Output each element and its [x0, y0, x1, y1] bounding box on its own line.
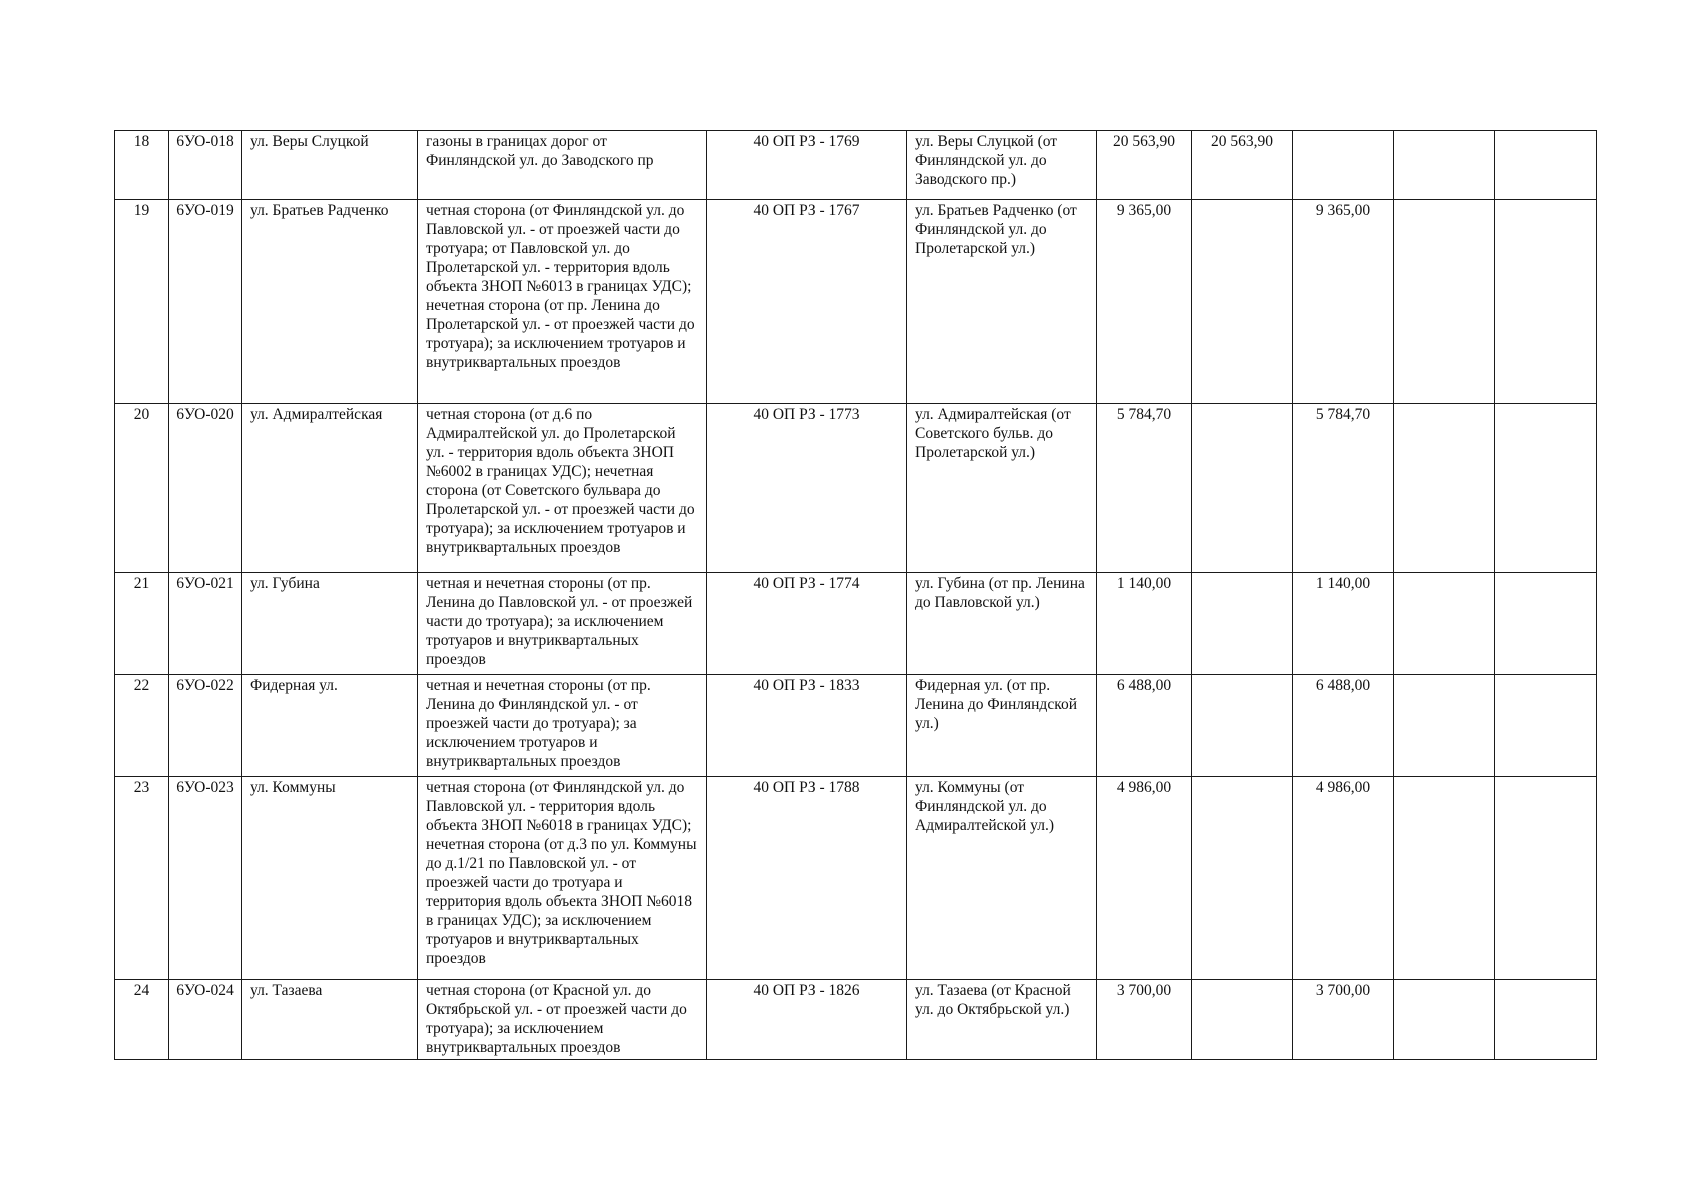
road-section: ул. Коммуны (от Финляндской ул. до Адмиралтейской ул.): [907, 777, 1097, 980]
area-description: четная и нечетная стороны (от пр. Ленина до Павловской ул. - от проезжей части до тротуара); за исключением тротуаров и внутриквартальных проездов: [418, 573, 707, 675]
area-col-5: [1495, 131, 1597, 200]
area-total: 1 140,00: [1097, 573, 1192, 675]
area-col-3: 4 986,00: [1293, 777, 1394, 980]
area-col-2: [1192, 980, 1293, 1060]
registry-number: 40 ОП РЗ - 1774: [707, 573, 907, 675]
area-col-2: [1192, 404, 1293, 573]
area-col-4: [1394, 675, 1495, 777]
area-total: 9 365,00: [1097, 200, 1192, 404]
area-col-4: [1394, 404, 1495, 573]
registry-number: 40 ОП РЗ - 1833: [707, 675, 907, 777]
object-code: 6УО-022: [169, 675, 242, 777]
area-description: четная сторона (от Финляндской ул. до Павловской ул. - территория вдоль объекта ЗНОП №6018 в границах УДС); нечетная сторона (от д.3 по ул. Коммуны до д.1/21 по Павловской ул. - от проезжей части до тротуара и территория вдоль объекта ЗНОП №6018 в границах УДС); за исключением тротуаров и внутриквартальных проездов: [418, 777, 707, 980]
table-row: [115, 404, 1597, 573]
road-section: Фидерная ул. (от пр. Ленина до Финляндской ул.): [907, 675, 1097, 777]
table-row: [115, 777, 1597, 980]
area-total: 4 986,00: [1097, 777, 1192, 980]
road-section: ул. Братьев Радченко (от Финляндской ул. до Пролетарской ул.): [907, 200, 1097, 404]
table-row: [115, 675, 1597, 777]
street-name: ул. Губина: [242, 573, 418, 675]
area-description: четная сторона (от Красной ул. до Октябрьской ул. - от проезжей части до тротуара); за исключением внутриквартальных проездов: [418, 980, 707, 1060]
area-col-5: [1495, 777, 1597, 980]
area-col-2: [1192, 200, 1293, 404]
road-section: ул. Адмиралтейская (от Советского бульв. до Пролетарской ул.): [907, 404, 1097, 573]
street-name: Фидерная ул.: [242, 675, 418, 777]
row-number: 23: [115, 777, 169, 980]
area-col-2: [1192, 777, 1293, 980]
row-number: 19: [115, 200, 169, 404]
area-col-3: 3 700,00: [1293, 980, 1394, 1060]
area-col-4: [1394, 573, 1495, 675]
area-description: четная и нечетная стороны (от пр. Ленина до Финляндской ул. - от проезжей части до тротуара); за исключением тротуаров и внутриквартальных проездов: [418, 675, 707, 777]
area-total: 20 563,90: [1097, 131, 1192, 200]
registry-number: 40 ОП РЗ - 1826: [707, 980, 907, 1060]
document-table: [114, 130, 1597, 1060]
row-number: 24: [115, 980, 169, 1060]
area-col-5: [1495, 200, 1597, 404]
table-row: [115, 980, 1597, 1060]
area-col-3: 5 784,70: [1293, 404, 1394, 573]
area-col-4: [1394, 777, 1495, 980]
row-number: 21: [115, 573, 169, 675]
registry-number: 40 ОП РЗ - 1769: [707, 131, 907, 200]
registry-number: 40 ОП РЗ - 1788: [707, 777, 907, 980]
road-section: ул. Губина (от пр. Ленина до Павловской ул.): [907, 573, 1097, 675]
row-number: 20: [115, 404, 169, 573]
area-col-2: [1192, 573, 1293, 675]
area-description: четная сторона (от Финляндской ул. до Павловской ул. - от проезжей части до тротуара; от Павловской ул. до Пролетарской ул. - территория вдоль объекта ЗНОП №6013 в границах УДС); нечетная сторона (от пр. Ленина до Пролетарской ул. - от проезжей части до тротуара); за исключением тротуаров и внутриквартальных проездов: [418, 200, 707, 404]
area-total: 5 784,70: [1097, 404, 1192, 573]
road-section: ул. Тазаева (от Красной ул. до Октябрьской ул.): [907, 980, 1097, 1060]
street-name: ул. Коммуны: [242, 777, 418, 980]
area-total: 3 700,00: [1097, 980, 1192, 1060]
area-col-3: 6 488,00: [1293, 675, 1394, 777]
area-description: газоны в границах дорог от Финляндской ул. до Заводского пр: [418, 131, 707, 200]
object-code: 6УО-024: [169, 980, 242, 1060]
road-section: ул. Веры Слуцкой (от Финляндской ул. до Заводского пр.): [907, 131, 1097, 200]
registry-number: 40 ОП РЗ - 1767: [707, 200, 907, 404]
object-code: 6УО-020: [169, 404, 242, 573]
area-col-4: [1394, 200, 1495, 404]
area-col-2: [1192, 675, 1293, 777]
area-col-3: 1 140,00: [1293, 573, 1394, 675]
object-code: 6УО-019: [169, 200, 242, 404]
table-row: [115, 131, 1597, 200]
street-name: ул. Веры Слуцкой: [242, 131, 418, 200]
area-col-3: 9 365,00: [1293, 200, 1394, 404]
object-code: 6УО-018: [169, 131, 242, 200]
area-col-4: [1394, 131, 1495, 200]
area-description: четная сторона (от д.6 по Адмиралтейской ул. до Пролетарской ул. - территория вдоль объекта ЗНОП №6002 в границах УДС); нечетная сторона (от Советского бульвара до Пролетарской ул. - от проезжей части до тротуара); за исключением тротуаров и внутриквартальных проездов: [418, 404, 707, 573]
area-col-3: [1293, 131, 1394, 200]
area-col-4: [1394, 980, 1495, 1060]
area-col-2: 20 563,90: [1192, 131, 1293, 200]
area-col-5: [1495, 573, 1597, 675]
area-col-5: [1495, 675, 1597, 777]
registry-number: 40 ОП РЗ - 1773: [707, 404, 907, 573]
area-total: 6 488,00: [1097, 675, 1192, 777]
table-row: [115, 200, 1597, 404]
row-number: 22: [115, 675, 169, 777]
street-name: ул. Братьев Радченко: [242, 200, 418, 404]
area-col-5: [1495, 980, 1597, 1060]
street-name: ул. Адмиралтейская: [242, 404, 418, 573]
row-number: 18: [115, 131, 169, 200]
object-code: 6УО-023: [169, 777, 242, 980]
object-code: 6УО-021: [169, 573, 242, 675]
area-col-5: [1495, 404, 1597, 573]
table-row: [115, 573, 1597, 675]
street-name: ул. Тазаева: [242, 980, 418, 1060]
